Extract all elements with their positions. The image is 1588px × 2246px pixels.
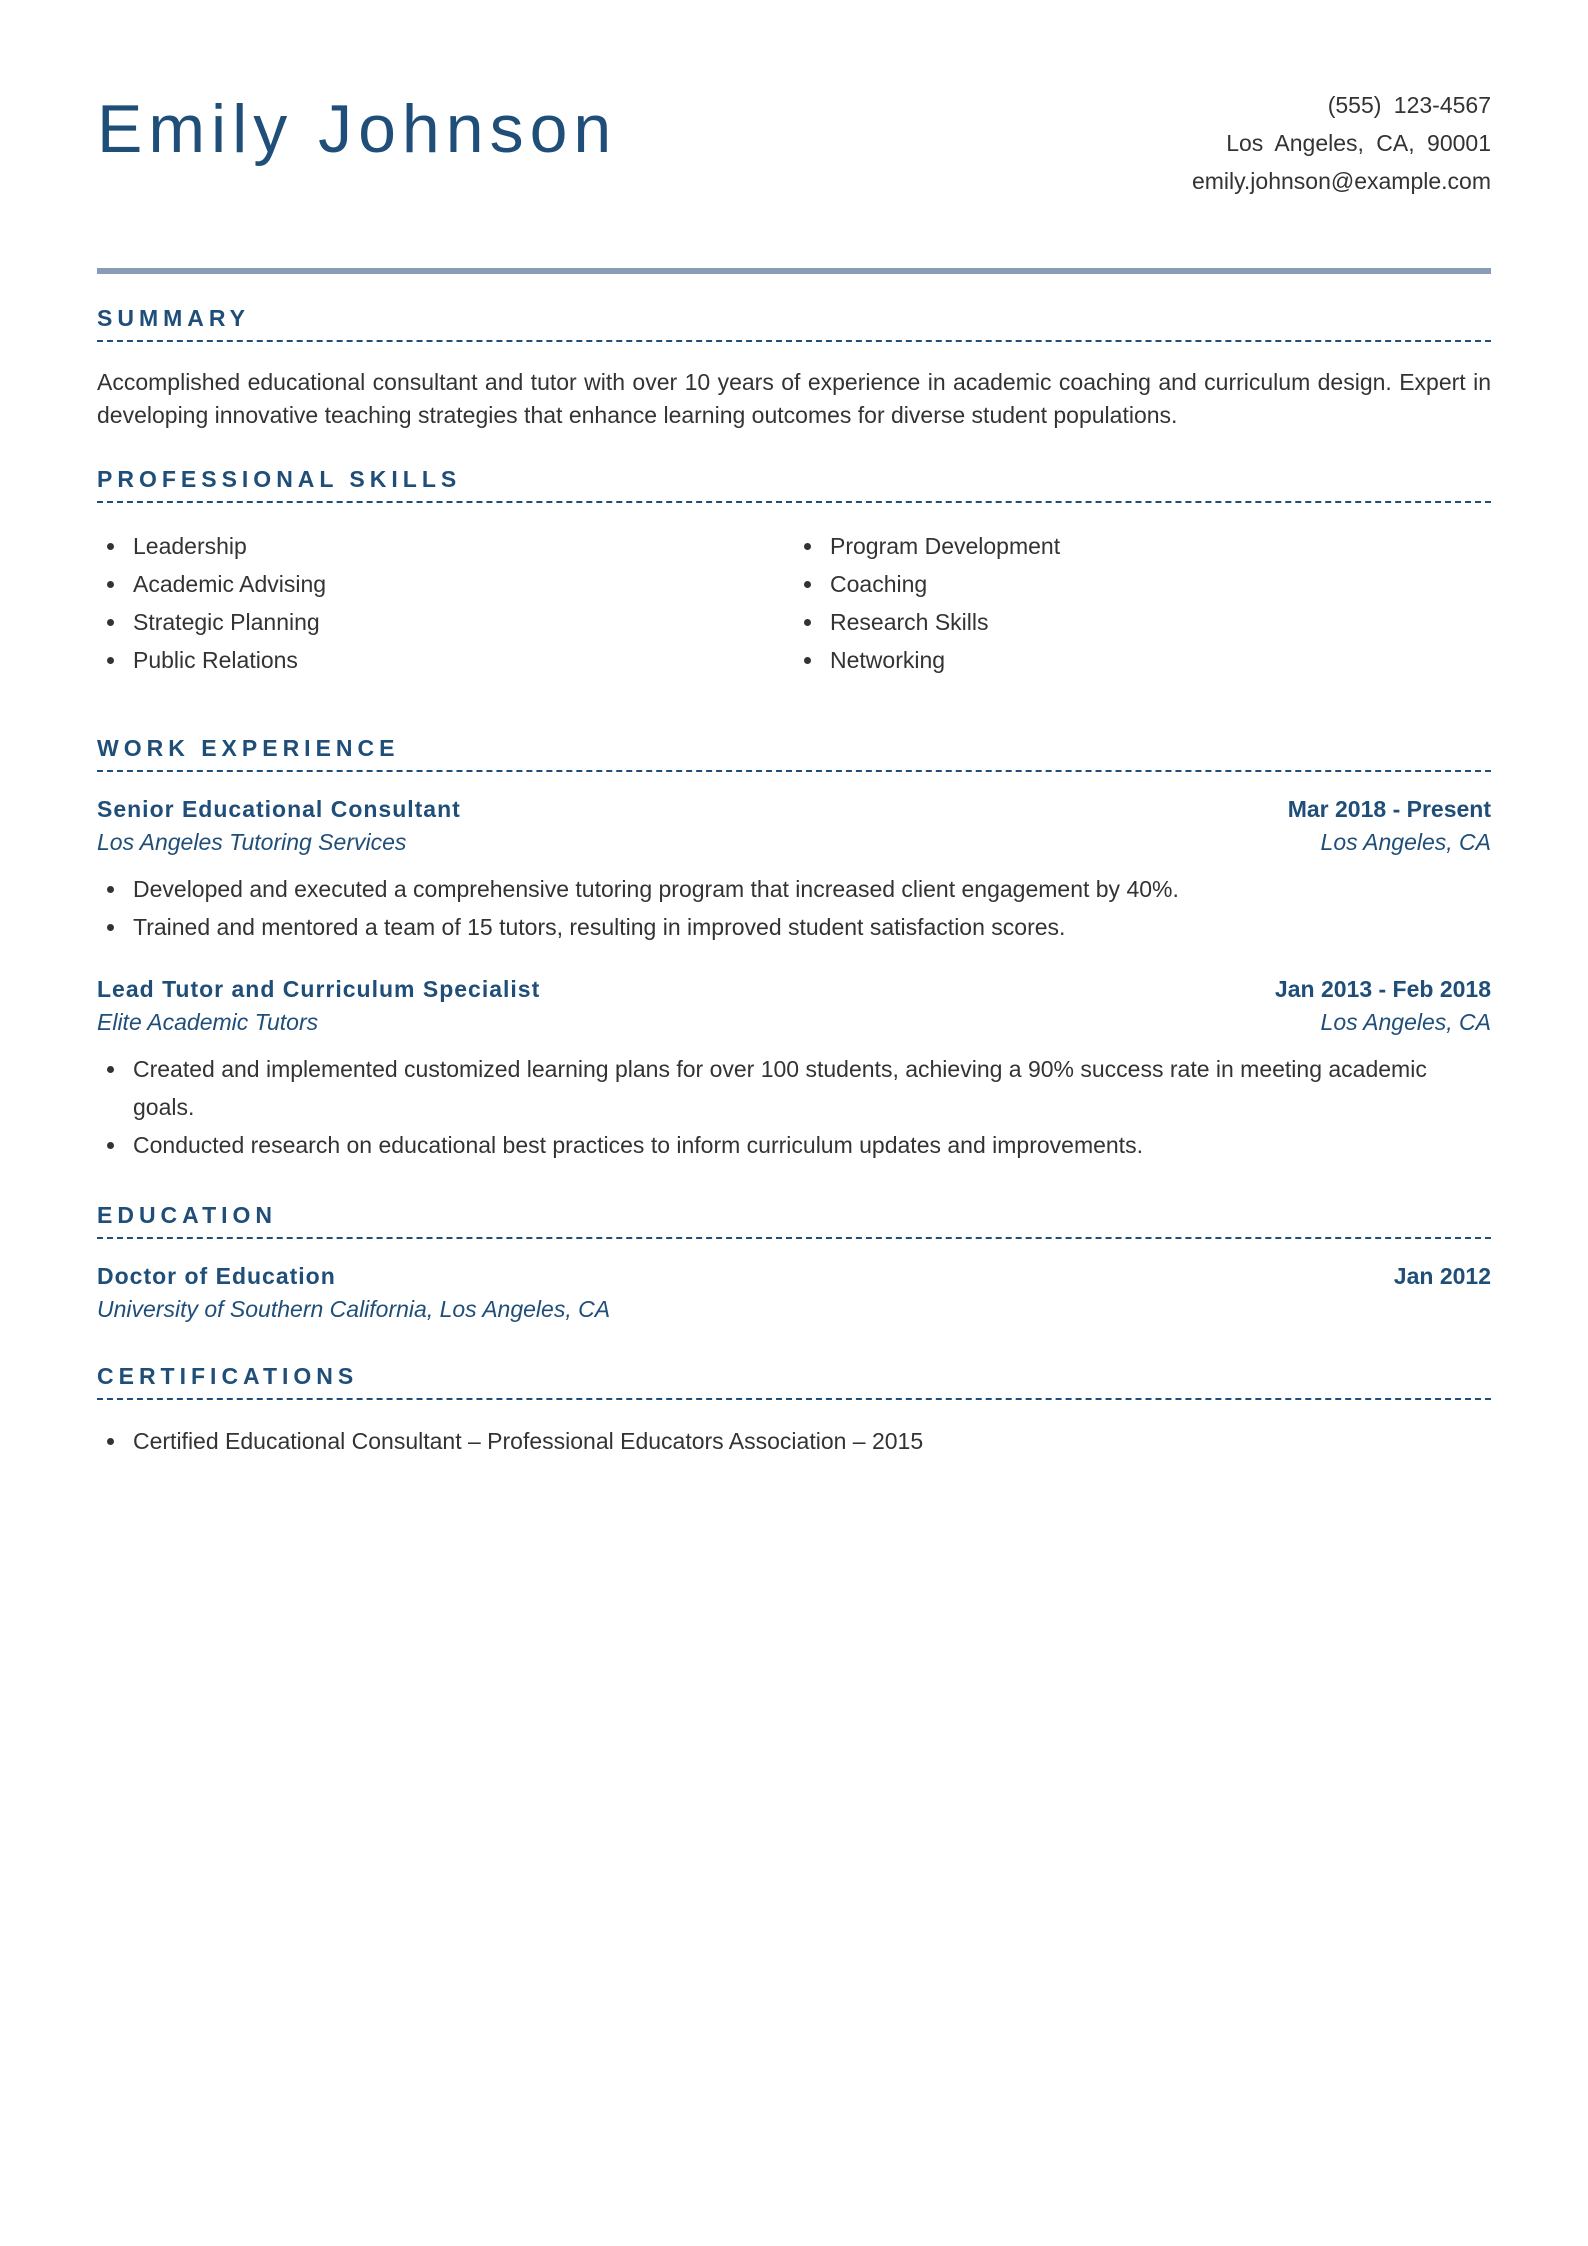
job-header xyxy=(97,976,1491,1003)
skills-section xyxy=(97,466,1491,679)
job-bullet: Created and implemented customized learning plans for over 100 students, achieving a 90% success rate in meeting academic goals. xyxy=(97,1050,1491,1126)
education-entry xyxy=(97,1263,1491,1323)
education-subheader xyxy=(97,1296,1491,1323)
education-section xyxy=(97,1202,1491,1323)
skill-item: Program Development xyxy=(794,527,1491,565)
degree-title: Doctor of Education xyxy=(97,1263,336,1289)
summary-heading: SUMMARY xyxy=(97,305,1491,342)
school-name: University of Southern California, Los Angeles, CA xyxy=(97,1296,611,1322)
skill-item: Networking xyxy=(794,641,1491,679)
job-company: Los Angeles Tutoring Services xyxy=(97,829,407,855)
candidate-name: Emily Johnson xyxy=(97,91,618,167)
experience-section xyxy=(97,735,1491,1164)
job-bullet: Trained and mentored a team of 15 tutors, resulting in improved student satisfaction scores. xyxy=(97,908,1491,946)
skills-list-left xyxy=(97,527,794,679)
skills-grid xyxy=(97,527,1491,679)
job-location: Los Angeles, CA xyxy=(1320,1009,1491,1035)
job-header xyxy=(97,796,1491,823)
job-bullet: Conducted research on educational best practices to inform curriculum updates and improvements. xyxy=(97,1126,1491,1164)
contact-phone: (555) 123-4567 xyxy=(1327,92,1491,118)
contact-block xyxy=(1192,86,1491,200)
job-title: Lead Tutor and Curriculum Specialist xyxy=(97,976,541,1002)
job-bullets xyxy=(97,870,1491,946)
skill-item: Coaching xyxy=(794,565,1491,603)
contact-location: Los Angeles, CA, 90001 xyxy=(1226,130,1491,156)
skill-item: Public Relations xyxy=(97,641,794,679)
job-dates: Jan 2013 - Feb 2018 xyxy=(1274,976,1491,1002)
skill-item: Leadership xyxy=(97,527,794,565)
job-bullets xyxy=(97,1050,1491,1164)
job-dates: Mar 2018 - Present xyxy=(1287,796,1491,822)
skill-item: Research Skills xyxy=(794,603,1491,641)
job-subheader xyxy=(97,829,1491,856)
job-bullet: Developed and executed a comprehensive tutoring program that increased client engagement by 40%. xyxy=(97,870,1491,908)
job-title: Senior Educational Consultant xyxy=(97,796,461,822)
job-company: Elite Academic Tutors xyxy=(97,1009,319,1035)
education-heading: EDUCATION xyxy=(97,1202,1491,1239)
header-divider xyxy=(97,268,1491,274)
certification-item: Certified Educational Consultant – Professional Educators Association – 2015 xyxy=(97,1422,1491,1460)
skill-item: Strategic Planning xyxy=(97,603,794,641)
degree-date: Jan 2012 xyxy=(1393,1263,1491,1289)
job-location: Los Angeles, CA xyxy=(1320,829,1491,855)
certifications-list xyxy=(97,1422,1491,1460)
job-subheader xyxy=(97,1009,1491,1036)
resume-header xyxy=(97,0,1491,275)
skills-list-right xyxy=(794,527,1491,679)
certifications-heading: CERTIFICATIONS xyxy=(97,1363,1491,1400)
skill-item: Academic Advising xyxy=(97,565,794,603)
skills-heading: PROFESSIONAL SKILLS xyxy=(97,466,1491,503)
certifications-section xyxy=(97,1363,1491,1460)
experience-heading: WORK EXPERIENCE xyxy=(97,735,1491,772)
job-entry xyxy=(97,976,1491,1164)
summary-section xyxy=(97,305,1491,432)
education-header xyxy=(97,1263,1491,1290)
contact-email: emily.johnson@example.com xyxy=(1191,168,1491,194)
summary-text: Accomplished educational consultant and tutor with over 10 years of experience in academic coaching and curriculum design. Expert in developing innovative teaching strategies that enhance learning outcomes for diverse student populations. xyxy=(97,369,1491,428)
job-entry xyxy=(97,796,1491,946)
